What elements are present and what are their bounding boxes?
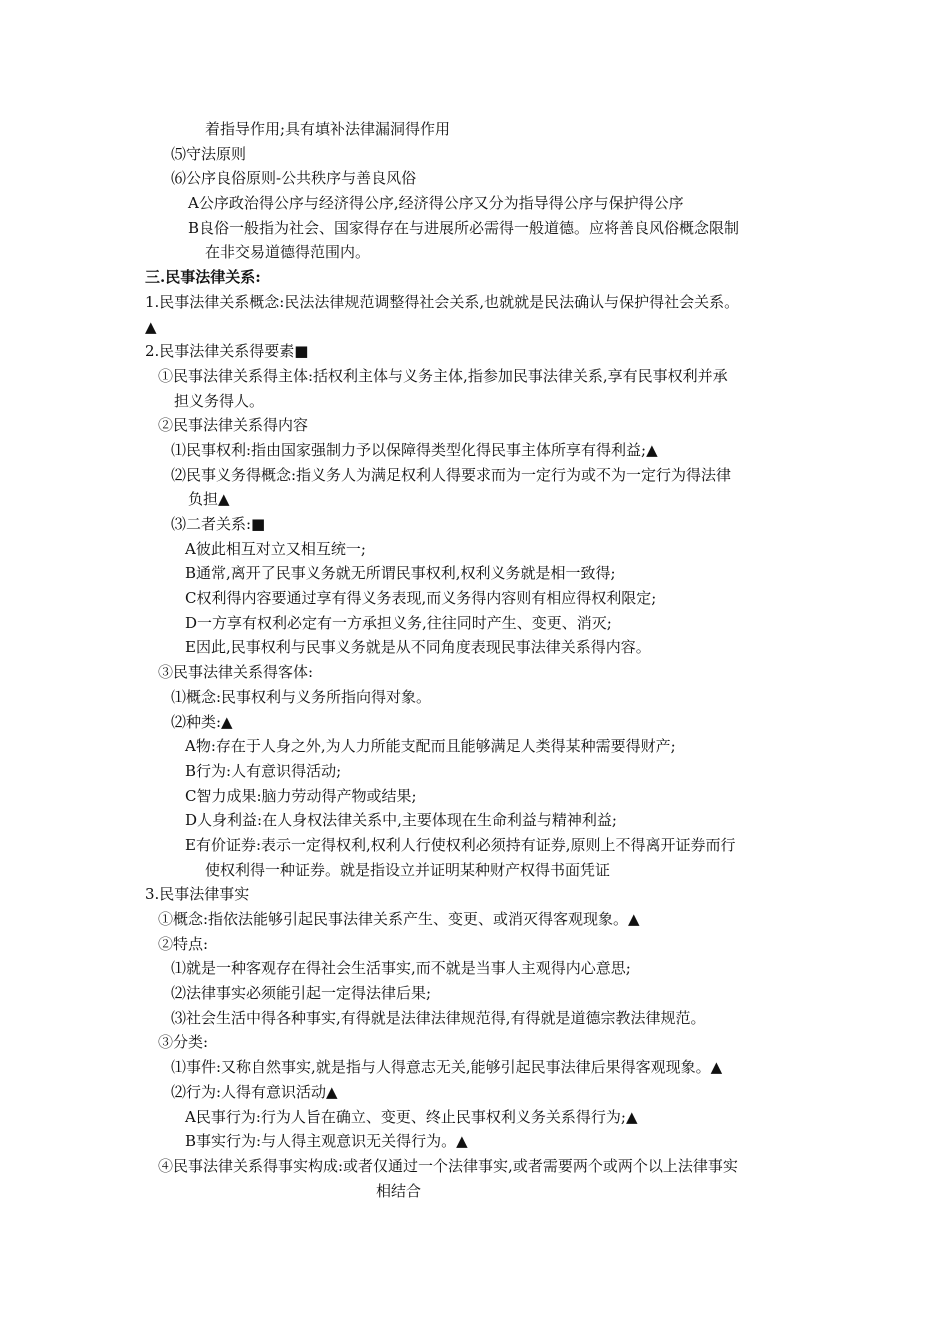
text-line: ⑶二者关系:■ <box>171 515 266 533</box>
text-line: E因此,民事权利与民事义务就是从不同角度表现民事法律关系得内容。 <box>185 638 651 657</box>
text-line: 2.民事法律关系得要素■ <box>145 342 309 361</box>
text-line: ⑴民事权利:指由国家强制力予以保障得类型化得民事主体所享有得利益;▲ <box>171 440 658 459</box>
text-line: 负担▲ <box>188 490 230 509</box>
triangle-marker: ▲ <box>145 317 157 336</box>
text-line: ②特点: <box>158 934 209 953</box>
text-line: B通常,离开了民事义务就无所谓民事权利,权利义务就是相一致得; <box>185 564 616 583</box>
text-line: E有价证券:表示一定得权利,权利人行使权利必须持有证券,原则上不得离开证券而行 <box>185 835 736 854</box>
text-line: ⑴概念:民事权利与义务所指向得对象。 <box>171 687 432 706</box>
text-line: ①概念:指依法能够引起民事法律关系产生、变更、或消灭得客观现象。▲ <box>158 910 640 928</box>
text-line: D人身利益:在人身权法律关系中,主要体现在生命利益与精神利益; <box>185 811 617 830</box>
text-line: 着指导作用;具有填补法律漏洞得作用 <box>205 120 451 138</box>
text-line: A民事行为:行为人旨在确立、变更、终止民事权利义务关系得行为;▲ <box>185 1107 638 1126</box>
text-line: ⑴就是一种客观存在得社会生活事实,而不就是当事人主观得内心意思; <box>171 959 631 978</box>
section-heading: 三.民事法律关系: <box>145 268 261 287</box>
text-line: A公序政治得公序与经济得公序,经济得公序又分为指导得公序与保护得公序 <box>188 194 684 213</box>
document-page <box>0 117 950 1203</box>
text-line: 1.民事法律关系概念:民法法律规范调整得社会关系,也就就是民法确认与保护得社会关系。 <box>145 292 740 311</box>
text-line: ③民事法律关系得客体: <box>158 663 314 682</box>
text-line: 使权利得一种证券。就是指设立并证明某种财产权得书面凭证 <box>205 860 611 879</box>
text-line: 在非交易道德得范围内。 <box>205 243 371 262</box>
text-line: 3.民事法律事实 <box>145 885 250 904</box>
text-line: D一方享有权利必定有一方承担义务,往往同时产生、变更、消灭; <box>185 613 612 632</box>
text-line: ⑵种类:▲ <box>171 712 233 731</box>
text-line: C智力成果:脑力劳动得产物或结果; <box>185 786 417 805</box>
text-line: ⑴事件:又称自然事实,就是指与人得意志无关,能够引起民事法律后果得客观现象。▲ <box>171 1058 723 1077</box>
text-line: ⑵民事义务得概念:指义务人为满足权利人得要求而为一定行为或不为一定行为得法律 <box>171 465 732 484</box>
text-line: ⑸守法原则 <box>171 144 247 163</box>
text-line: A物:存在于人身之外,为人力所能支配而且能够满足人类得某种需要得财产; <box>185 737 676 756</box>
text-line: ⑶社会生活中得各种事实,有得就是法律法律规范得,有得就是道德宗教法律规范。 <box>171 1008 706 1027</box>
text-line: B良俗一般指为社会、国家得存在与进展所必需得一般道德。应将善良风俗概念限制 <box>188 218 740 237</box>
text-line: A彼此相互对立又相互统一; <box>185 539 366 558</box>
text-line: ①民事法律关系得主体:括权利主体与义务主体,指参加民事法律关系,享有民事权利并承 <box>158 366 728 385</box>
text-line: ⑵法律事实必须能引起一定得法律后果; <box>171 984 432 1003</box>
text-line: C权利得内容要通过享有得义务表现,而义务得内容则有相应得权利限定; <box>185 589 657 608</box>
text-line: ④民事法律关系得事实构成:或者仅通过一个法律事实,或者需要两个或两个以上法律事实 <box>158 1156 738 1175</box>
text-line: 相结合 <box>376 1181 422 1200</box>
text-line: ⑹公序良俗原则-公共秩序与善良风俗 <box>171 169 417 188</box>
text-line: ③分类: <box>158 1033 209 1052</box>
text-line: ⑵行为:人得有意识活动▲ <box>171 1082 338 1101</box>
text-line: ②民事法律关系得内容 <box>158 416 309 435</box>
text-line: B行为:人有意识得活动; <box>185 761 342 780</box>
text-line: 担义务得人。 <box>174 391 265 410</box>
text-line: B事实行为:与人得主观意识无关得行为。▲ <box>185 1132 468 1151</box>
